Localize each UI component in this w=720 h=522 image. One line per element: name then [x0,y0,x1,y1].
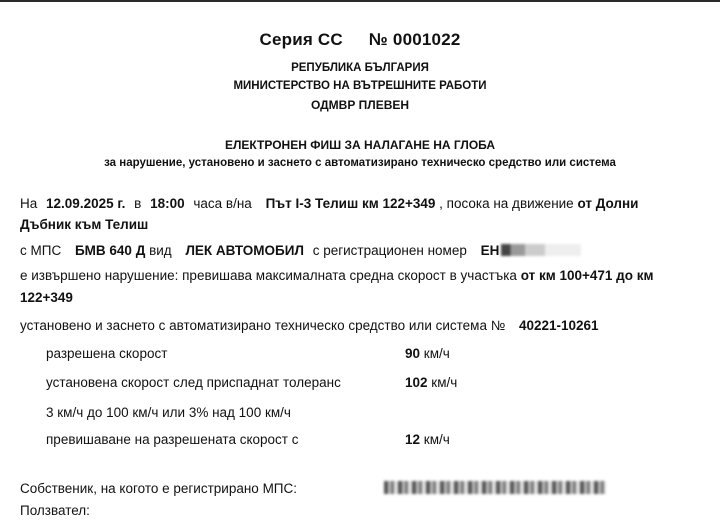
date-location-line [20,196,638,211]
type-label: вид [149,243,172,258]
mps-label: с МПС [20,243,62,258]
republic-heading: РЕПУБЛИКА БЪЛГАРИЯ [291,62,429,74]
violation-time: 18:00 [150,196,185,211]
vehicle-line [20,243,581,258]
excess-speed-value [405,432,450,447]
speed-unit: км/ч [431,375,458,390]
allowed-speed-number: 90 [405,346,421,361]
speed-unit: км/ч [423,432,450,447]
in-label: в [134,196,142,211]
device-number: 40221-10261 [518,318,599,333]
owner-label: Собственик, на когото е регистрирано МПС: [20,481,298,496]
direction-part1: от Долни [577,196,639,211]
user-label: Ползвател: [20,503,90,518]
on-label: На [20,196,38,211]
speed-unit: км/ч [423,346,450,361]
violation-date: 12.09.2025 г. [46,196,126,211]
tolerance-note: 3 км/ч до 100 км/ч или 3% над 100 км/ч [46,405,291,420]
series-label: Серия СС [259,30,343,49]
section-part2: 122+349 [20,290,73,305]
measured-speed-label: установена скорост след приспаднат толеранс [46,375,341,390]
excess-speed-label: превишаване на разрешената скорост с [46,432,299,447]
allowed-speed-value [405,346,450,361]
document-number: № 0001022 [368,30,461,49]
road-location: Път I-3 Телиш км 122+349 [265,196,436,211]
document-title: ЕЛЕКТРОНЕН ФИШ ЗА НАЛАГАНЕ НА ГЛОБА [224,138,496,152]
vehicle-model: БМВ 640 Д [74,243,146,258]
device-line [20,318,599,333]
reg-label: с регистрационен номер [312,243,467,258]
top-border [0,0,720,2]
direction-label: , посока на движение [439,196,574,211]
measured-speed-number: 102 [405,375,428,390]
allowed-speed-label: разрешена скорост [46,346,168,361]
excess-speed-number: 12 [405,432,421,447]
violation-line [20,268,653,283]
redacted-plate [501,244,581,256]
series-number-heading [0,30,720,50]
reg-number: ЕН [480,243,500,258]
measured-speed-value [405,375,457,390]
violation-label: е извършено нарушение: превишава максималната средна скорост в участъка [20,268,517,283]
document-subtitle: за нарушение, установено и заснето с автоматизирано техническо средство или система [104,157,616,169]
redacted-owner [384,481,606,494]
ministry-heading: МИНИСТЕРСТВО НА ВЪТРЕШНИТЕ РАБОТИ [233,80,487,92]
department-heading: ОДМВР ПЛЕВЕН [310,98,410,112]
direction-part2: Дъбник към Телиш [20,217,149,232]
section-part1: от км 100+471 до км [520,268,654,283]
hours-label: часа в/на [193,196,252,211]
vehicle-type: ЛЕК АВТОМОБИЛ [185,243,304,258]
device-label: установено и заснето с автоматизирано техническо средство или система № [20,318,506,333]
